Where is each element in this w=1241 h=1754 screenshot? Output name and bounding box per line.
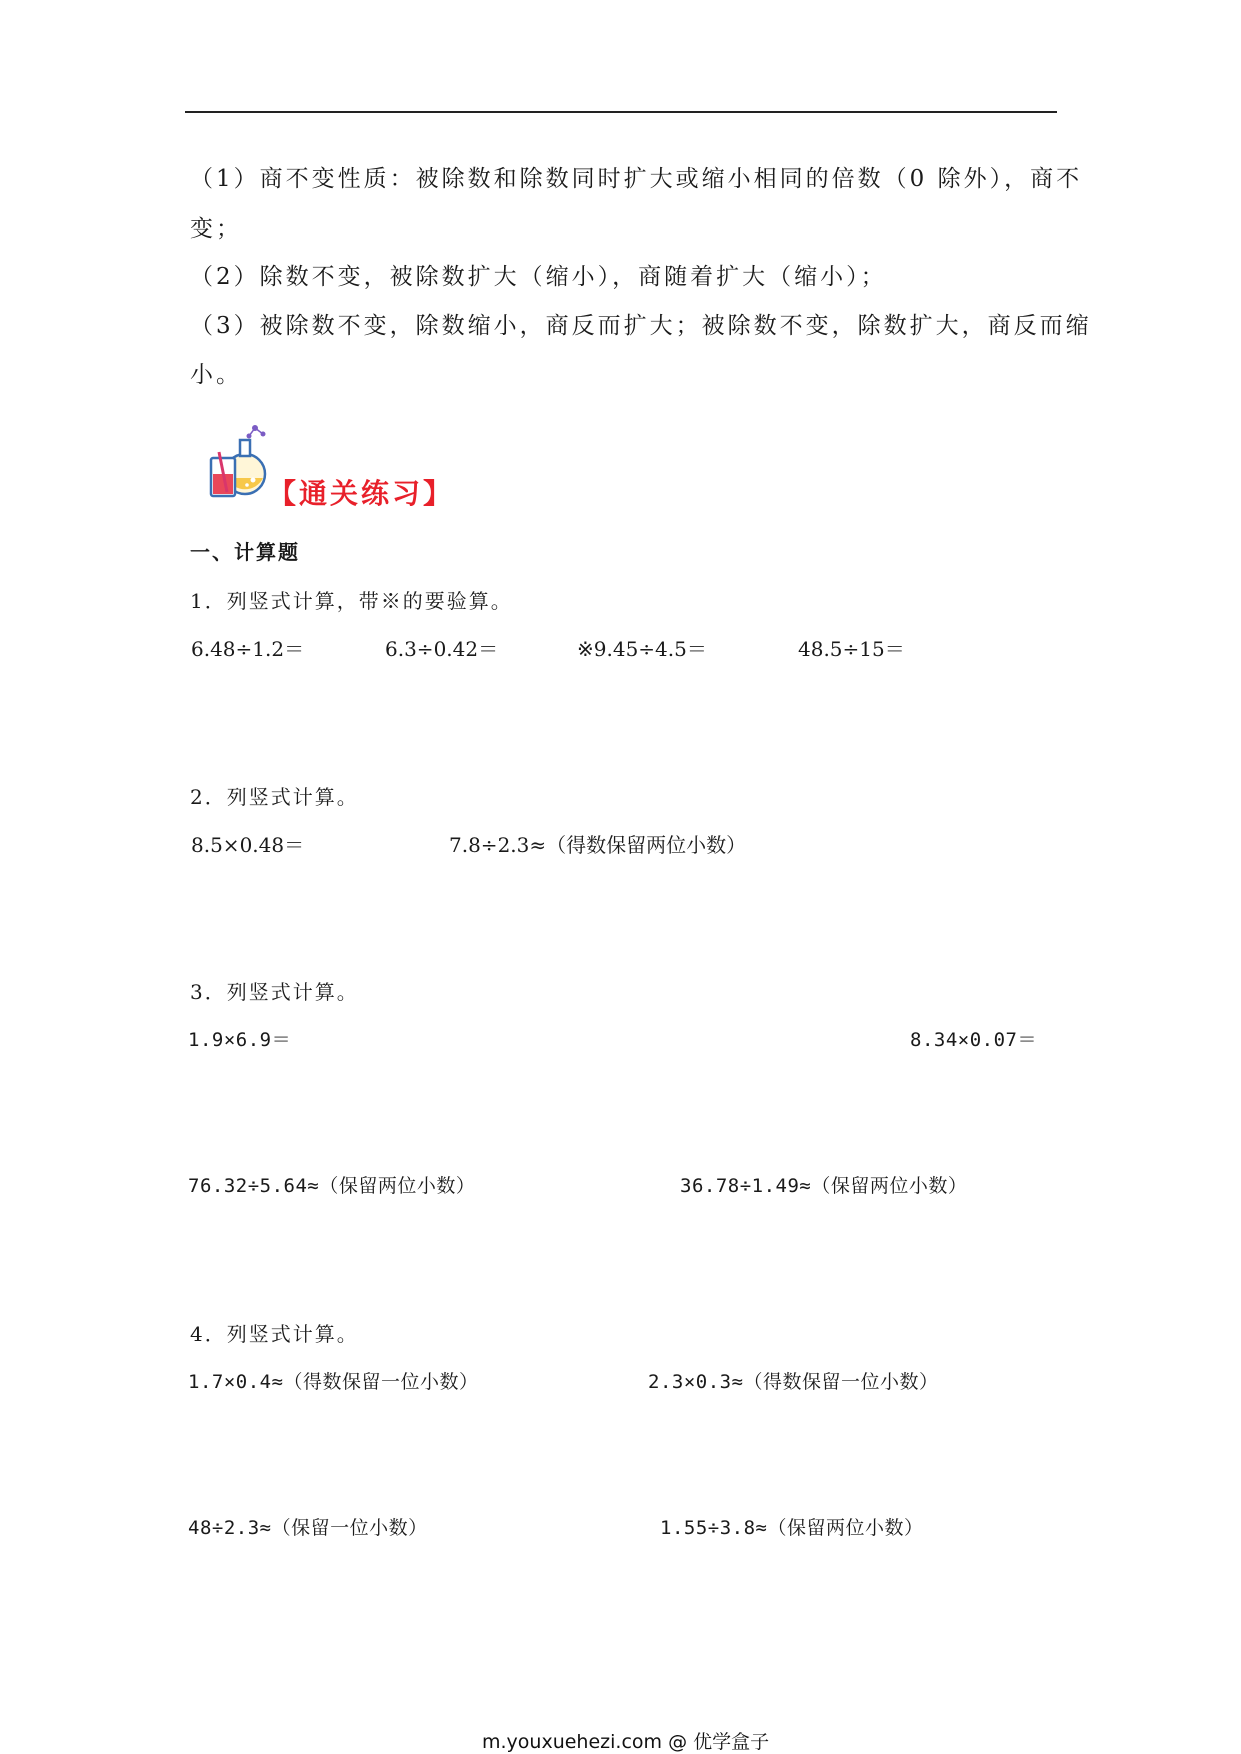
- rule-3-line-a: （3）被除数不变，除数缩小，商反而扩大；被除数不变，除数扩大，商反而缩: [190, 313, 1092, 339]
- question-3-item-2: 8.34×0.07＝: [910, 1029, 1037, 1051]
- question-3-item-1: 1.9×6.9＝: [188, 1029, 292, 1051]
- question-3-item-4: 36.78÷1.49≈（保留两位小数）: [680, 1175, 968, 1197]
- question-1-prompt: 1．列竖式计算，带※的要验算。: [190, 589, 513, 613]
- question-2-prompt: 2．列竖式计算。: [190, 785, 359, 809]
- section-title: 一、计算题: [190, 540, 300, 564]
- question-1-item-1: 6.48÷1.2＝: [191, 637, 305, 661]
- question-1-item-2: 6.3÷0.42＝: [385, 637, 499, 661]
- question-1-item-3: ※9.45÷4.5＝: [577, 637, 707, 661]
- question-4-item-4: 1.55÷3.8≈（保留两位小数）: [660, 1517, 924, 1539]
- header-rule: [185, 111, 1057, 113]
- question-4-item-1: 1.7×0.4≈（得数保留一位小数）: [188, 1371, 479, 1393]
- question-2-item-2: 7.8÷2.3≈（得数保留两位小数）: [449, 833, 747, 857]
- lab-flask-icon: [205, 422, 267, 502]
- rule-2: （2）除数不变，被除数扩大（缩小），商随着扩大（缩小）；: [190, 264, 887, 290]
- question-4-item-2: 2.3×0.3≈（得数保留一位小数）: [648, 1371, 939, 1393]
- question-1-item-4: 48.5÷15＝: [798, 637, 905, 661]
- question-3-prompt: 3．列竖式计算。: [190, 980, 359, 1004]
- question-4-prompt: 4．列竖式计算。: [190, 1322, 359, 1346]
- page-footer: m.youxuehezi.com @ 优学盒子: [482, 1731, 770, 1753]
- question-2-item-1: 8.5×0.48＝: [191, 833, 305, 857]
- rule-1-line-a: （1）商不变性质：被除数和除数同时扩大或缩小相同的倍数（0 除外），商不: [190, 166, 1083, 192]
- rule-1-line-b: 变；: [190, 216, 242, 242]
- question-3-item-3: 76.32÷5.64≈（保留两位小数）: [188, 1175, 476, 1197]
- rule-3-line-b: 小。: [190, 362, 242, 388]
- question-4-item-3: 48÷2.3≈（保留一位小数）: [188, 1517, 428, 1539]
- practice-banner: 【通关练习】: [268, 477, 455, 510]
